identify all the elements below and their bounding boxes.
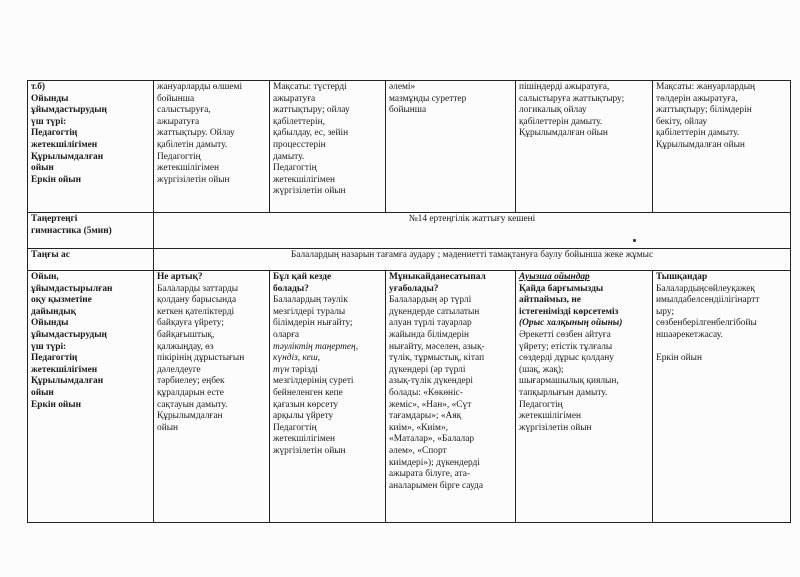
section-heading: Ауызша ойындар	[519, 272, 590, 282]
cell-text-line: Әрекетті сөзбен айтуға	[519, 329, 611, 340]
cell-text-line: ншаәрекетжасау.	[656, 329, 723, 340]
cell-text-line: Педагогтің	[273, 163, 317, 174]
cell-text-line: Балалардың тәулік	[273, 295, 348, 306]
cell-text-line: Құрылымдалған ойын	[519, 128, 608, 139]
gymnastics-content: №14 ертеңгілік жаттығу кешені	[408, 214, 536, 224]
row4-label-line: жетекшілігімен	[31, 364, 98, 375]
game-subtitle: (Орыс халқының ойыны)	[519, 318, 623, 329]
cell-text-line: жаттықтыру. Ойлау	[157, 128, 235, 139]
cell-text-line: ажырата білуге, ата-	[389, 469, 470, 480]
cell-text-line: Балаларды заттарды	[157, 283, 239, 294]
cell-text-line: жаттықтыру; білімдерін	[656, 105, 752, 116]
table-row	[28, 213, 791, 249]
cell-text-line: жетекшілігімен	[273, 434, 335, 445]
cell-text-line: жетекшілігімен	[273, 174, 335, 185]
cell-text-line: байқауға үйрету;	[157, 318, 224, 329]
row1-tuesday-cell	[270, 81, 386, 213]
row1-monday-cell	[154, 81, 270, 213]
cell-text-line: логикалық ойлау	[519, 105, 587, 116]
cell-text-line: мазмұнды суреттер	[389, 93, 467, 104]
row1-friday-cell	[653, 81, 791, 213]
cell-text-line: жетекшілігімен	[157, 163, 219, 174]
game-title: болады?	[273, 283, 309, 294]
cell-text-line: бойынша	[157, 93, 195, 104]
cell-text-line: Балалардың әр түрлі	[389, 295, 472, 306]
cell-text-line: байқағыштық,	[157, 329, 215, 340]
row4-label-cell	[28, 271, 154, 523]
cell-text-line: Еркін ойын	[656, 352, 702, 363]
cell-text-line: имылдабелсендіілігінартт	[656, 295, 760, 306]
cell-text-line: жүргізілетін ойын	[157, 174, 230, 185]
cell-text-line: ажыратуға	[157, 116, 200, 127]
cell-text-line: алуан түрлі тауарлар	[389, 318, 472, 329]
cell-text-line: жүргізілетін ойын	[273, 186, 346, 197]
game-title: Қайда барғымызды	[519, 283, 604, 294]
cell-text-line: Мақсаты: түстерді	[273, 82, 347, 92]
cell-text-line: Құрылымдалған ойын	[656, 139, 745, 150]
cell-text-line: төлдерін ажыратуға,	[656, 93, 738, 104]
cell-text-line	[273, 365, 382, 377]
cell-text-line: дамыту.	[273, 151, 305, 162]
row1-label-line: үш түрі:	[31, 116, 67, 127]
spacer	[656, 342, 787, 353]
cell-text-line: қабілеттерін дамыту.	[656, 128, 740, 139]
cell-text-line: нығайту, мәселен, азық-	[389, 341, 485, 352]
row1-wednesday-cell	[386, 81, 516, 213]
cell-text-line: «Маталар», «Балалар	[389, 434, 475, 445]
row4-label-line: ұйымдастырудың	[31, 329, 107, 340]
game-title: Не артық?	[157, 272, 203, 282]
cell-text-line: кеткен қателіктерді	[157, 306, 235, 317]
cell-text: тәрізді	[291, 364, 318, 375]
cell-text-line: Мақсаты: жануарлардың	[656, 82, 756, 92]
row4-wednesday-cell	[386, 271, 516, 523]
breakfast-label-cell	[28, 249, 154, 271]
cell-text-line: оларға	[273, 329, 300, 340]
cell-text-line: ыру;	[656, 306, 675, 317]
cell-text-line: Құрылымдалған	[157, 411, 223, 422]
row1-thursday-cell	[516, 81, 653, 213]
cell-text-line: салыстыруға,	[157, 105, 211, 116]
row4-label-line: Ойынды	[31, 318, 69, 329]
row4-label-line: ұйымдастырылған	[31, 283, 113, 294]
row4-label-line: ойын	[31, 387, 54, 398]
row1-label-line: ұйымдастырудың	[31, 105, 107, 116]
row4-friday-cell	[653, 271, 791, 523]
cell-text-line: сөздерді дұрыс қолдану	[519, 353, 614, 364]
cell-text-line: аналарымен бірге сауда	[389, 480, 483, 491]
cell-text-line: үйрету; етістік тұлғалы	[519, 341, 613, 352]
cell-text-line: жүргізілетін ойын	[519, 422, 592, 433]
breakfast-content-cell	[154, 249, 791, 271]
breakfast-content: Балалардың назарын тағамға аудару ; мәдениетті тамақтануға баулу бойынша жеке жұмыс	[290, 250, 654, 260]
cell-text-line: құралдарын есте	[157, 387, 224, 398]
cell-text-line: жайында білімдерін	[389, 329, 470, 340]
row4-monday-cell	[154, 271, 270, 523]
breakfast-label: Таңғы ас	[31, 250, 70, 260]
cell-text-line: (шақ, жақ);	[519, 364, 564, 375]
cell-text-line: ажыратуға	[273, 93, 316, 104]
cell-text-line: дүкендері (әр түрлі	[389, 364, 466, 375]
row4-label-line: Құрылымдалған	[31, 376, 104, 387]
cell-text-line: Педагогтің	[157, 151, 201, 162]
cell-text-line: дүкендерде сатылатын	[389, 306, 480, 317]
daily-plan-table	[27, 80, 791, 523]
cell-text-line: Балалардыңсөйлеуқажеқ	[656, 283, 755, 294]
game-title: Бұл қай кезде	[273, 272, 332, 282]
row1-label-line: Еркін ойын	[31, 174, 82, 185]
cell-text-line: қабілетін дамыту.	[157, 139, 228, 150]
row1-label-line: ойын	[31, 163, 54, 174]
cell-text-line: сақтауын дамыту.	[157, 399, 228, 410]
cell-text-line: білімдерін нығайту;	[273, 318, 353, 329]
cell-text-line: жеміс», «Нан», «Сүт	[389, 399, 472, 410]
cell-text-line: болады: «Көкөніс-	[389, 387, 463, 398]
row4-label-line: Педагогтің	[31, 353, 78, 364]
cell-text-line: бойынша	[389, 105, 427, 116]
cell-text-line: бекіту, ойлау	[656, 116, 708, 127]
game-title: Мұныкайданесатыпал	[389, 272, 486, 282]
cell-text-line: Педагогтің	[273, 422, 317, 433]
game-title: істегенімізді көрсетеміз	[519, 306, 619, 317]
cell-text-line: қалжыңдау, өз	[157, 341, 214, 352]
table-row	[28, 81, 791, 213]
cell-text-line: Педагогтің	[519, 399, 563, 410]
cell-text-line: тағамдары»; «Аяқ	[389, 411, 462, 422]
gymnastics-label-line: Таңертеңгі	[31, 214, 78, 224]
gymnastics-content-cell	[154, 213, 791, 249]
row4-tuesday-cell	[270, 271, 386, 523]
cell-text-line: қағазын көрсету	[273, 399, 339, 410]
cell-text-line: тапқырлығын дамыту.	[519, 387, 608, 398]
row1-label-line: Құрылымдалған	[31, 151, 104, 162]
cell-text-line: шығармашылық қиялын,	[519, 376, 619, 387]
row4-label-line: оқу қызметіне	[31, 295, 92, 306]
cell-text-line: әлемі»	[389, 82, 416, 92]
cell-text-line: түлік, тұрмыстық, кітап	[389, 353, 485, 364]
cell-text-line: дәлелдеуге	[157, 364, 201, 375]
gymnastics-label-line: гимнастика (5мин)	[31, 225, 112, 236]
cell-text-line: пікірінің дұрыстығын	[157, 353, 245, 364]
row1-label-line: Ойынды	[31, 93, 69, 104]
cell-text-line: арқылы үйрету	[273, 411, 334, 422]
cell-text-line: сөзбенберілгенбелгібойы	[656, 318, 757, 329]
cell-text-line: жануарларды өлшемі	[157, 82, 243, 92]
game-title: айтпаймыз, не	[519, 295, 581, 306]
cell-text-line: мезгілдері туралы	[273, 306, 346, 317]
row4-label-line: үш түрі:	[31, 341, 67, 352]
cell-text-line: жаттықтыру; ойлау	[273, 105, 350, 116]
row4-label-line: дайындық	[31, 306, 77, 317]
cell-text-line: тәуліктің таңертең,	[273, 341, 359, 352]
game-title: Тышқандар	[656, 272, 708, 282]
table-row	[28, 271, 791, 523]
cell-text-line: қолдану барысында	[157, 295, 237, 306]
gymnastics-label-cell	[28, 213, 154, 249]
cell-text-line: әлем», «Спорт	[389, 445, 447, 456]
row1-label-cell	[28, 81, 154, 213]
table-row	[28, 249, 791, 271]
cell-text-line: тәрбиелеу; еңбек	[157, 376, 225, 387]
game-title: уғаболады?	[389, 283, 439, 294]
cell-text-line: жетекшілігімен	[519, 411, 581, 422]
row1-label-line: т.б)	[31, 82, 46, 92]
row4-label-line: Еркін ойын	[31, 399, 82, 410]
row4-label-line: Ойын,	[31, 272, 59, 282]
cell-text-line: азық-түлік дүкендері	[389, 376, 473, 387]
row4-thursday-cell	[516, 271, 653, 523]
cell-text-line: жүргізілетін ойын	[273, 445, 346, 456]
cell-text-line: процесстерін	[273, 139, 326, 150]
cell-text-line: мезгілдерінің суреті	[273, 376, 354, 387]
cell-text-line: күндіз, кеш,	[273, 353, 321, 364]
cell-text-line: ойын	[157, 422, 179, 433]
cell-text-line: қабілеттерін,	[273, 116, 325, 127]
cell-text-line: киім», «Киім»,	[389, 422, 449, 433]
row1-label-line: Педагогтің	[31, 128, 78, 139]
cell-text-italic: түн	[273, 364, 290, 375]
cell-text-line: салыстыруға жаттықтыру;	[519, 93, 625, 104]
cell-text-line: қабылдау, ес, зейін	[273, 128, 349, 139]
row1-label-line: жетекшілігімен	[31, 139, 98, 150]
cell-text-line: киімдері»); дүкендерді	[389, 457, 480, 468]
cell-text-line: пішіндерді ажыратуға,	[519, 82, 610, 92]
cell-text-line: бейнеленген кепе	[273, 387, 343, 398]
cell-text-line: қабілеттерін дамыту.	[519, 116, 603, 127]
